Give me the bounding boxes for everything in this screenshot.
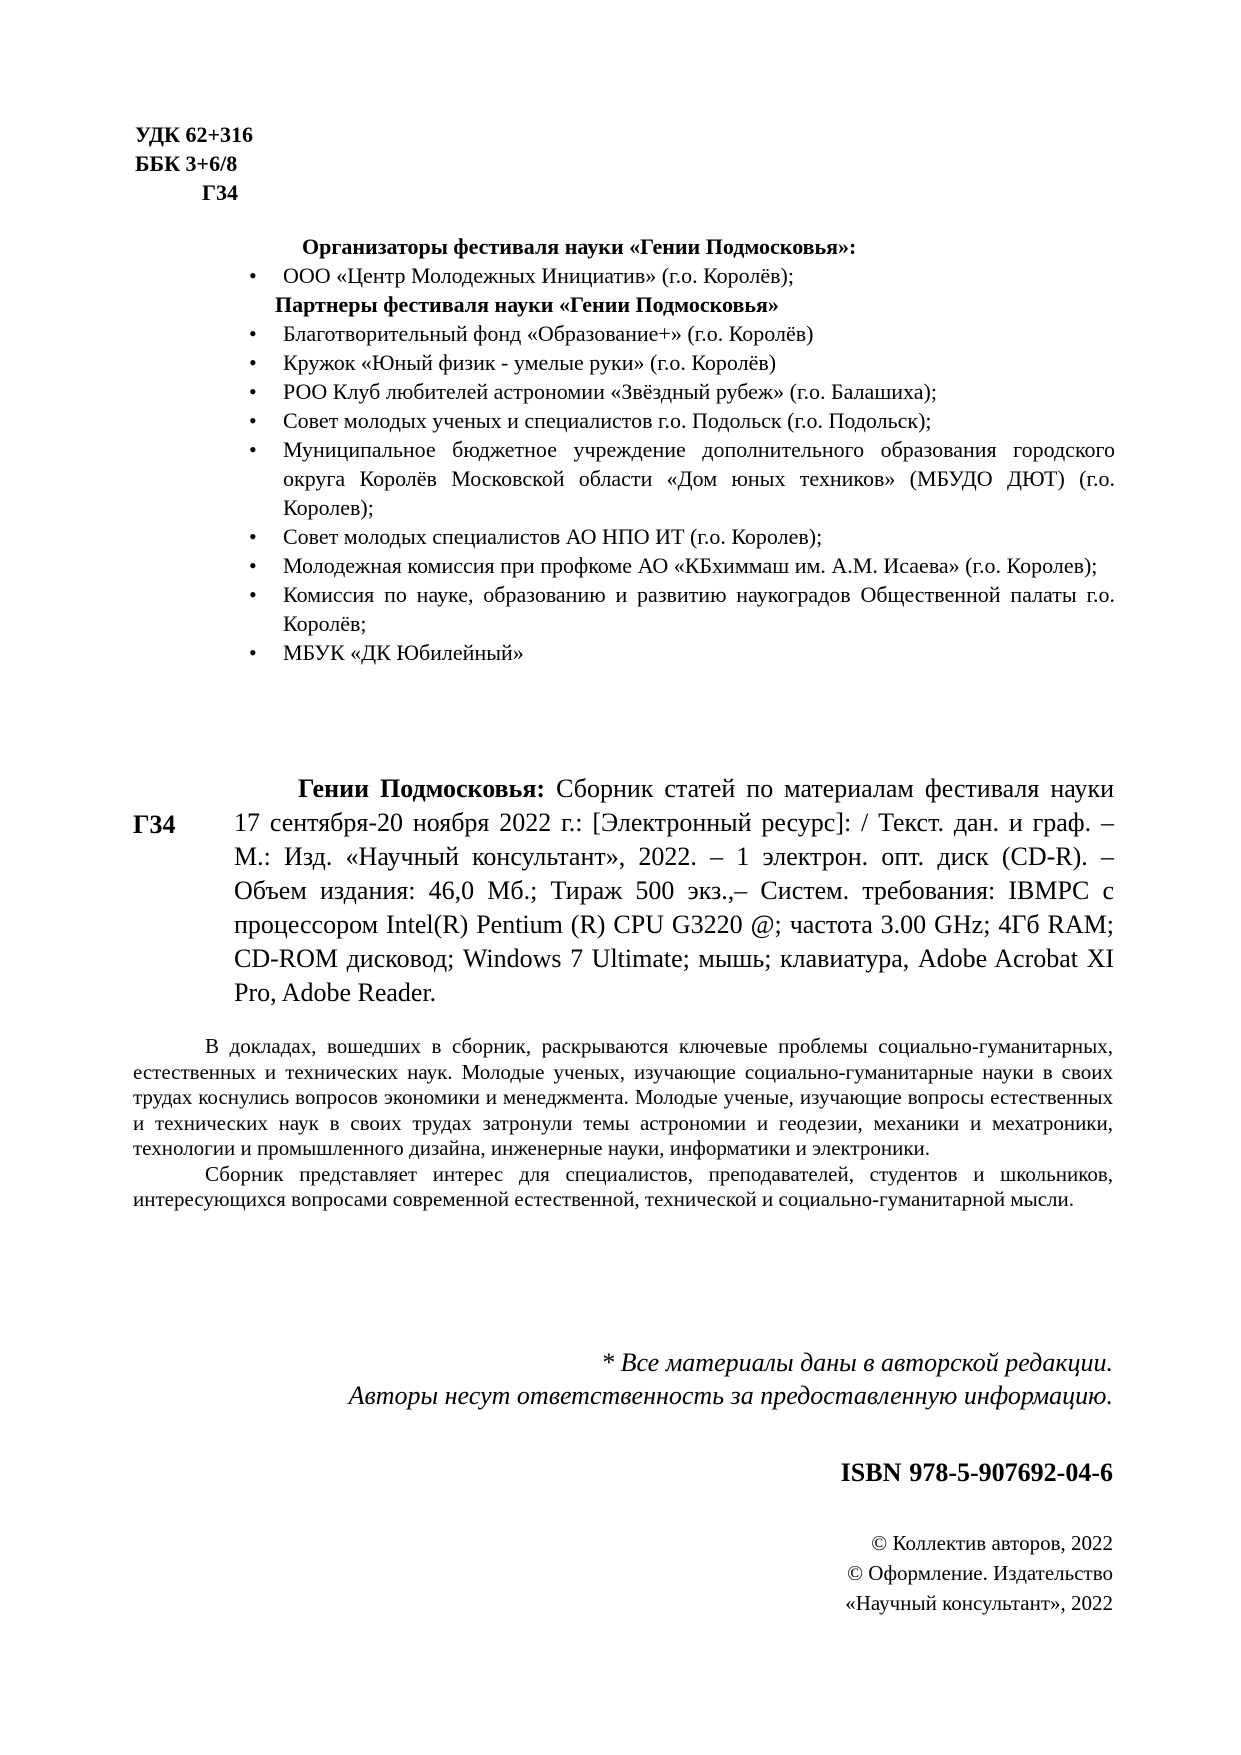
note-line: * Все материалы даны в авторской редакции. [601, 1348, 1113, 1377]
organizers-list [245, 261, 1115, 290]
bibliography-title: Гении Подмосковья: [298, 774, 546, 803]
list-item: • Молодежная комиссия при профкоме АО «КБхиммаш им. А.М. Исаева» (г.о. Королев); [245, 551, 1115, 580]
list-item: • Муниципальное бюджетное учреждение дополнительного образования городского округа Королёв Московской области «Дом юных техников» (МБУДО ДЮТ) (г.о. Королев); [245, 435, 1115, 522]
abstract-paragraph: Сборник представляет интерес для специалистов, преподавателей, студентов и школьников, интересующихся вопросами современной естественной, технической и социально-гуманитарной мысли. [133, 1161, 1113, 1211]
bibliography-text: Сборник статей по материалам фестиваля науки 17 сентября-20 ноября 2022 г.: [Электронный ресурс]: / Текст. дан. и граф. – М.: Изд. «Научный консультант», 2022. – 1 электрон. опт. диск (CD-R). – Объем издания: 46,0 Мб.; Тираж 500 экз.,– Систем. требования: IBMPC с процессором Intel(R) Pentium (R) CPU G3220 @; частота 3.00 GHz; 4Гб RAM; CD-ROM дисковод; Windows 7 Ultimate; мышь; клавиатура, Adobe Acrobat XI Pro, Adobe Reader. [234, 774, 1114, 1007]
copyright-block [845, 1528, 1113, 1618]
abstract [133, 1034, 1113, 1213]
udk-code: УДК 62+316 [135, 122, 254, 147]
isbn [841, 1458, 1113, 1488]
bibliography-code: Г34 [133, 810, 176, 839]
isbn-label: ISBN [840, 1458, 902, 1487]
copyright-line: «Научный консультант», 2022 [845, 1591, 1113, 1615]
list-item: • Совет молодых специалистов АО НПО ИТ (г.о. Королев); [245, 522, 1115, 551]
copyright-line: © Оформление. Издательство [847, 1561, 1113, 1585]
organizers-heading: Организаторы фестиваля науки «Гении Подмосковья»: [302, 234, 857, 259]
editorial-note [213, 1346, 1113, 1412]
list-item: • Благотворительный фонд «Образование+» (г.о. Королёв) [245, 319, 1115, 348]
list-item: • Комиссия по науке, образованию и развитию наукоградов Общественной палаты г.о. Королёв; [245, 580, 1115, 638]
author-code: Г34 [202, 180, 238, 205]
partners-list [245, 319, 1115, 667]
list-item: • РОО Клуб любителей астрономии «Звёздный рубеж» (г.о. Балашиха); [245, 377, 1115, 406]
abstract-paragraph: В докладах, вошедших в сборник, раскрываются ключевые проблемы социально-гуманитарных, естественных и технических наук. Молодые ученых, изучающие социально-гуманитарные науки в своих трудах коснулись вопросов экономики и менеджмента. Молодые ученые, изучающие вопросы естественных и технических наук в своих трудах затронули темы астрономии и геодезии, механики и мехатроники, технологии и промышленного дизайна, инженерные науки, информатики и электроники. [133, 1034, 1113, 1160]
catalog-codes [135, 120, 253, 207]
partners-heading: Партнеры фестиваля науки «Гении Подмосковья» [275, 292, 779, 317]
note-line: Авторы несут ответственность за предоставленную информацию. [348, 1381, 1113, 1410]
list-item: • ООО «Центр Молодежных Инициатив» (г.о. Королёв); [245, 261, 1115, 290]
bbk-code: ББК 3+6/8 [135, 151, 238, 176]
list-item: • МБУК «ДК Юбилейный» [245, 638, 1115, 667]
organizers-partners-block [245, 232, 1115, 667]
copyright-line: © Коллектив авторов, 2022 [871, 1531, 1113, 1555]
isbn-number: 978-5-907692-04-6 [909, 1458, 1113, 1487]
list-item: • Кружок «Юный физик - умелые руки» (г.о. Королёв) [245, 348, 1115, 377]
list-item: • Совет молодых ученых и специалистов г.о. Подольск (г.о. Подольск); [245, 406, 1115, 435]
bibliographic-description [234, 772, 1114, 1010]
